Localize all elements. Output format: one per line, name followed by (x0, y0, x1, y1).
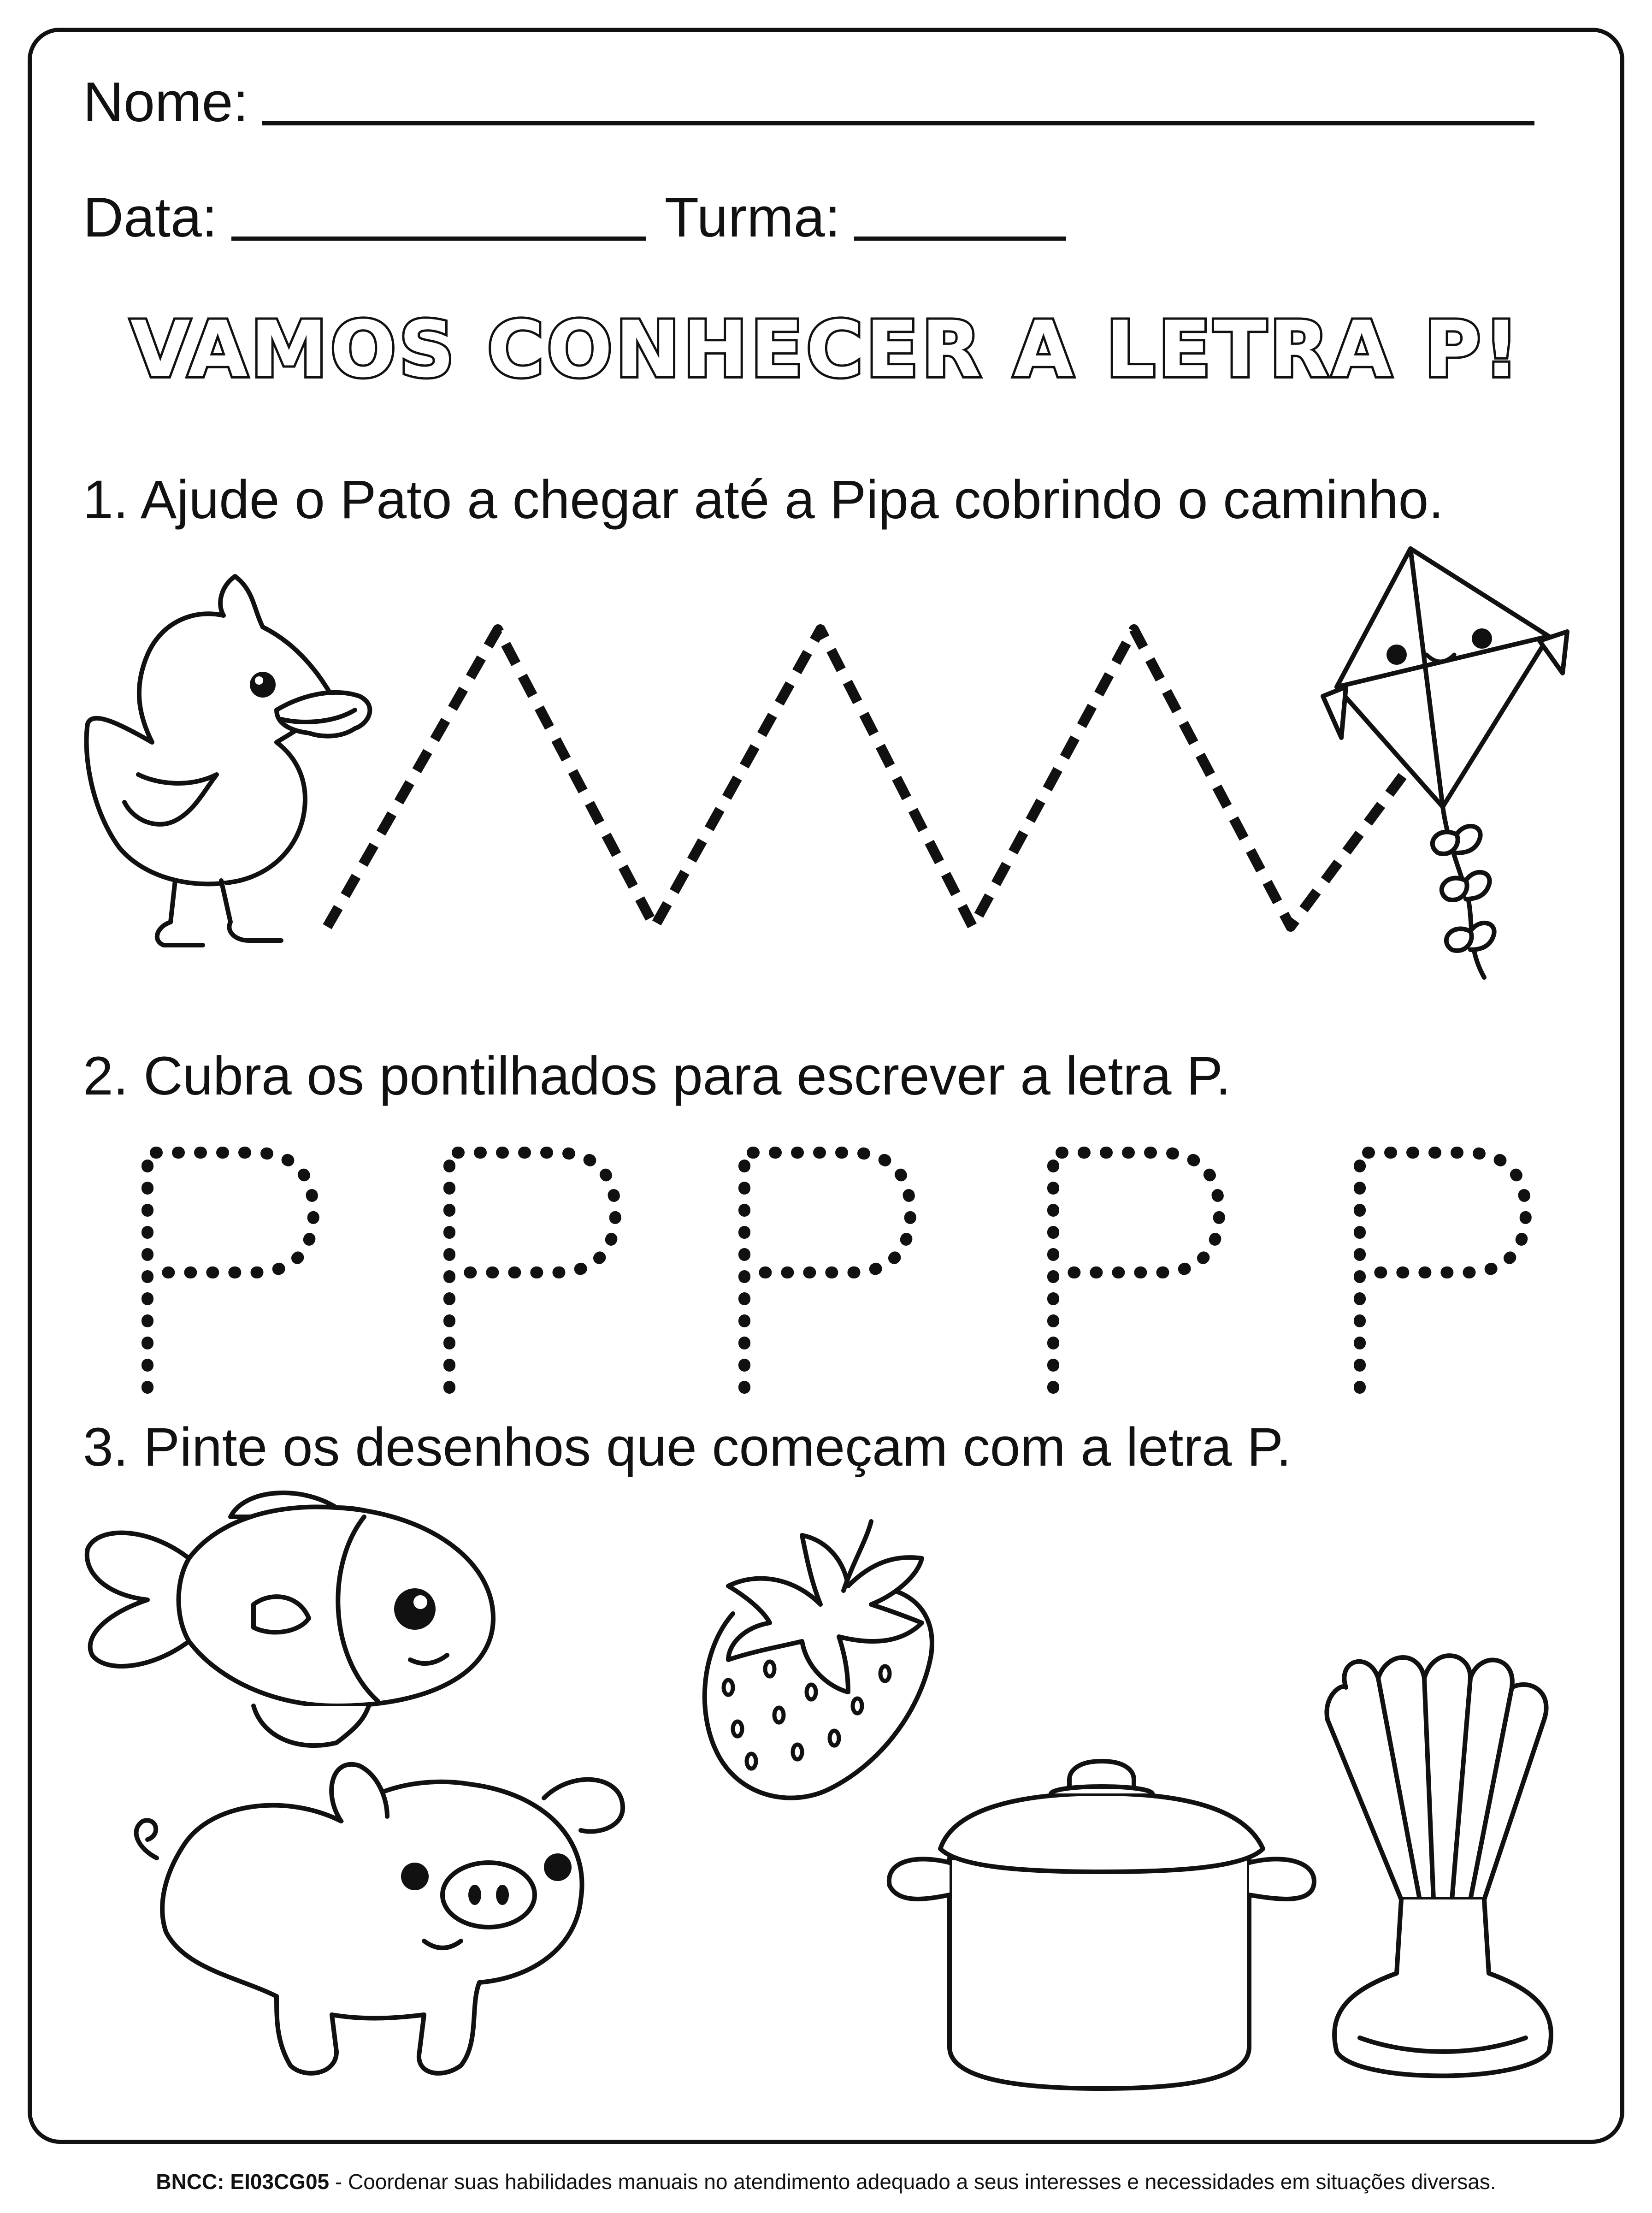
date-class-fields (83, 186, 1066, 249)
pot-illustration[interactable] (885, 1752, 1341, 2093)
zigzag-tracing-path[interactable] (323, 622, 1429, 945)
tracing-letter-p-2[interactable] (449, 1153, 615, 1388)
name-label: Nome: (83, 71, 249, 133)
tracing-letter-p-3[interactable] (744, 1153, 910, 1388)
fish-illustration[interactable] (78, 1480, 521, 1775)
bncc-footer (0, 2169, 1652, 2194)
kite-illustration (1318, 539, 1576, 982)
page-title: VAMOS CONHECER A LETRA P! (130, 304, 1522, 395)
letter-p-tracing-row (129, 1139, 1558, 1397)
date-label: Data: (83, 186, 218, 249)
pig-illustration[interactable] (101, 1747, 645, 2125)
exercise-2-instruction: 2. Cubra os pontilhados para escrever a letra P. (83, 1046, 1231, 1106)
name-line[interactable] (262, 121, 1534, 125)
class-line[interactable] (854, 237, 1066, 241)
exercise-1-instruction: 1. Ajude o Pato a chegar até a Pipa cobrindo o caminho. (83, 469, 1444, 530)
date-line[interactable] (231, 237, 646, 241)
shuttlecock-illustration[interactable] (1318, 1641, 1567, 2116)
tracing-letter-p-1[interactable] (148, 1153, 313, 1388)
name-field (83, 71, 1534, 133)
bncc-code: BNCC: EI03CG05 (156, 2170, 330, 2194)
exercise-3-instruction: 3. Pinte os desenhos que começam com a letra P. (83, 1417, 1292, 1478)
tracing-letter-p-4[interactable] (1053, 1153, 1219, 1388)
class-label: Turma: (664, 186, 841, 249)
tracing-letter-p-5[interactable] (1360, 1153, 1526, 1388)
bncc-description: - Coordenar suas habilidades manuais no atendimento adequado a seus interesses e necessidades em situações diversas. (329, 2170, 1496, 2194)
